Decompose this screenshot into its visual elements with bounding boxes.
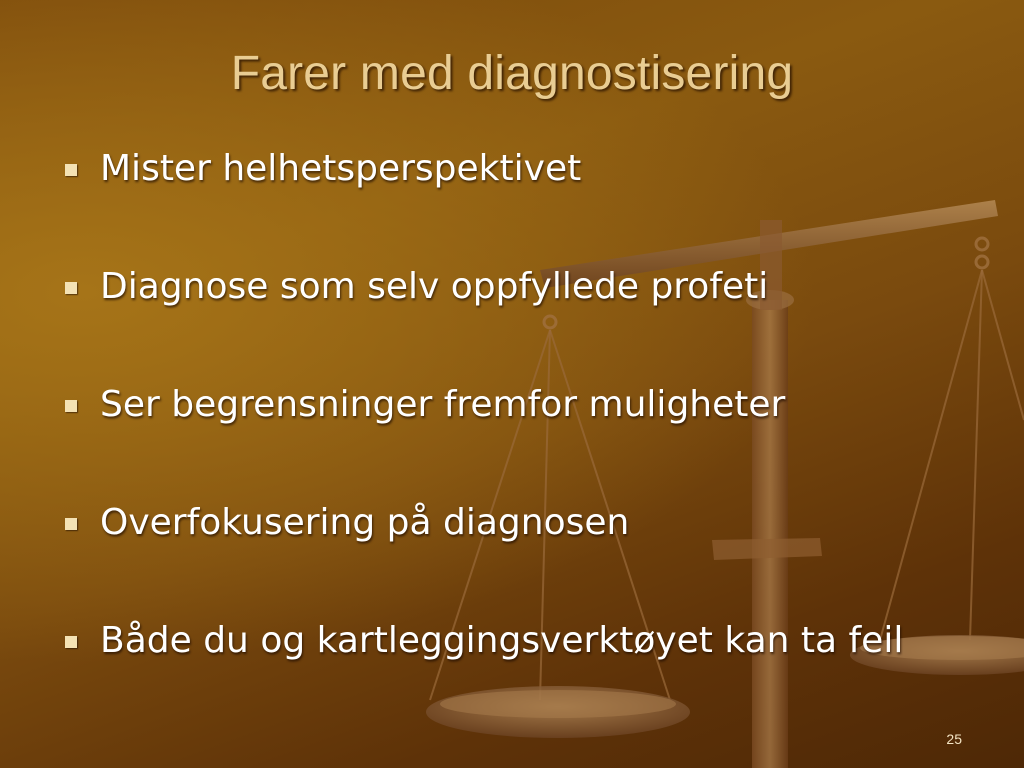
bullet-text: Diagnose som selv oppfyllede profeti (100, 266, 769, 307)
list-item (62, 146, 962, 192)
bullet-text: Mister helhetsperspektivet (100, 148, 582, 189)
list-item (62, 500, 962, 546)
list-item (62, 382, 962, 428)
page-number: 25 (946, 731, 962, 747)
square-bullet-icon (65, 400, 77, 412)
list-item (62, 264, 962, 310)
square-bullet-icon (65, 636, 77, 648)
bullet-text: Ser begrensninger fremfor muligheter (100, 384, 786, 425)
square-bullet-icon (65, 282, 77, 294)
square-bullet-icon (65, 518, 77, 530)
bullet-list (62, 146, 962, 736)
list-item (62, 618, 962, 664)
slide-title: Farer med diagnostisering (230, 47, 794, 100)
bullet-text: Overfokusering på diagnosen (100, 502, 630, 543)
bullet-text: Både du og kartleggingsverktøyet kan ta feil (100, 620, 904, 661)
square-bullet-icon (65, 164, 77, 176)
